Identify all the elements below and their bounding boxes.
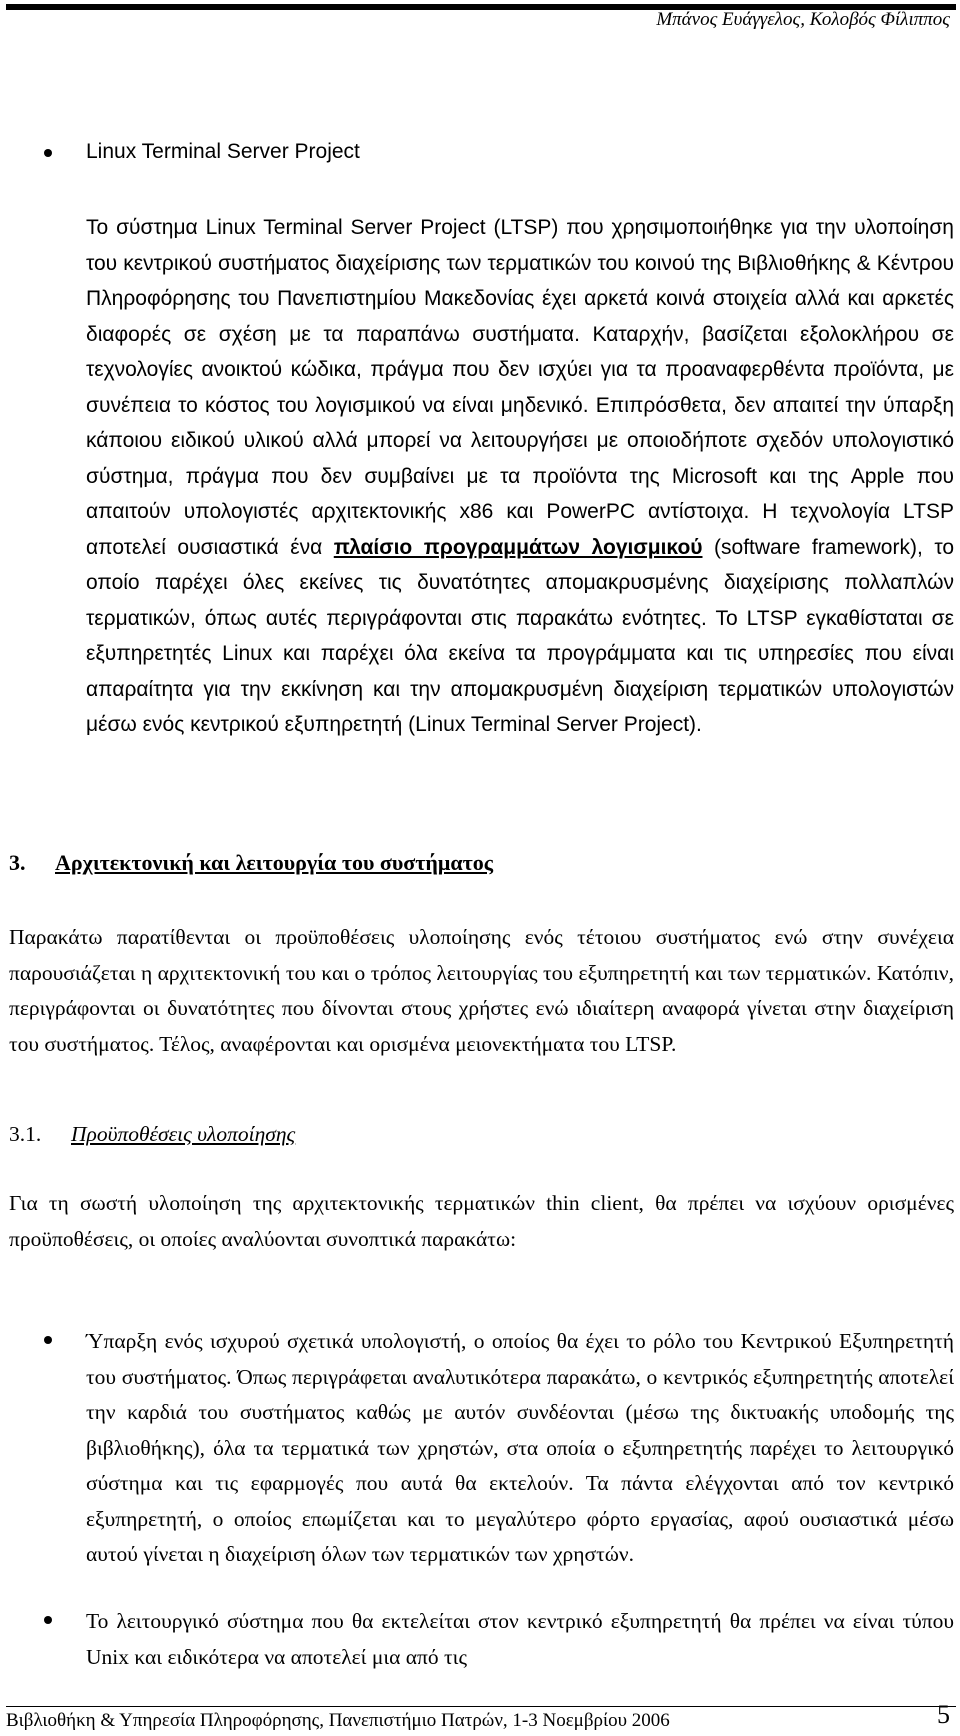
ltsp-paragraph-bold: πλαίσιο προγραμμάτων λογισμικού: [333, 535, 703, 559]
header-authors: Μπάνος Ευάγγελος, Κολοβός Φίλιππος: [656, 9, 950, 30]
ltsp-paragraph-part1: Το σύστημα Linux Terminal Server Project (LTSP) που χρησιμοποιήθηκε για την υλοποίηση του κεντρικού συστήματος διαχείρισης των τερματικών του κοινού της Βιβλιοθήκης & Κέντρου Πληροφόρησης του Πανεπιστημίου Μακεδονίας έχει αρκετά κοινά στοιχεία αλλά και αρκετές διαφορές σε σχέση με τα παραπάνω συστήματα. Καταρχήν, βασίζεται εξολοκλήρου σε τεχνολογίες ανοικτού κώδικα, πράγμα που δεν ισχύει για τα προαναφερθέντα προϊόντα, με συνέπεια το κόστος του λογισμικού να είναι μηδενικό. Επιπρόσθετα, δεν απαιτεί την ύπαρξη κάποιου ειδικού υλικού αλλά μπορεί να λειτουργήσει με οποιοδήποτε σχεδόν υπολογιστικό σύστημα, πράγμα που δεν συμβαίνει με τα προϊόντα της Microsoft και της Apple που απαιτούν υπολογιστές αρχιτεκτονικής x86 και PowerPC αντίστοιχα. Η τεχνολογία LTSP αποτελεί ουσιαστικά ένα: [86, 216, 954, 559]
ltsp-paragraph: [86, 210, 954, 743]
ltsp-paragraph-part2: (software framework), το οποίο παρέχει όλες εκείνες τις δυνατότητες απομακρυσμένης διαχείρισης πολλαπλών τερματικών, όπως αυτές περιγράφονται στις παρακάτω ενότητες. Το LTSP εγκαθίσταται σε εξυπηρετητές Linux και παρέχει όλα εκείνα τα προγράμματα και τις υπηρεσίες που είναι απαραίτητα για την εκκίνηση και την απομακρυσμένη διαχείριση τερματικών υπολογιστών μέσω ενός κεντρικού εξυπηρετητή (Linux Terminal Server Project).: [86, 535, 954, 736]
bullet-icon: [44, 1616, 52, 1624]
list-item-server: Ύπαρξη ενός ισχυρού σχετικά υπολογιστή, ο οποίος θα έχει το ρόλο του Κεντρικού Εξυπηρετητή του συστήματος. Όπως περιγράφεται αναλυτικότερα παρακάτω, ο κεντρικός εξυπηρετητής αποτελεί την καρδιά του συστήματος καθώς με αυτόν συνδέονται (μέσω της δικτυακής υποδομής της βιβλιοθήκης), όλα τα τερματικά των χρηστών, στα οποία ο εξυπηρετητής παρέχει το λειτουργικό σύστημα και τις εφαρμογές που αυτά θα εκτελούν. Τα πάντα ελέγχονται από τον κεντρικό εξυπηρετητή, ο οποίος επωμίζεται και το μεγαλύτερο φόρτο εργασίας, αφού ουσιαστικά μέσω αυτού γίνεται η διαχείριση όλων των τερματικών των χρηστών.: [86, 1329, 954, 1566]
bullet-icon: [44, 149, 52, 157]
bullet-icon: [44, 1336, 52, 1344]
list-item-os: Το λειτουργικό σύστημα που θα εκτελείται στον κεντρικό εξυπηρετητή θα πρέπει να είναι τύπου Unix και ειδικότερα να αποτελεί μια από τις: [86, 1609, 954, 1669]
section-3-1-title: Προϋποθέσεις υλοποίησης: [71, 1122, 296, 1146]
section-3-heading: [9, 850, 493, 876]
ltsp-item-title: Linux Terminal Server Project: [86, 140, 360, 163]
section-3-title: Αρχιτεκτονική και λειτουργία του συστήματος: [55, 850, 494, 875]
footer-text: Βιβλιοθήκη & Υπηρεσία Πληροφόρησης, Πανεπιστήμιο Πατρών, 1-3 Νοεμβρίου 2006: [6, 1710, 670, 1731]
section-3-1-number: 3.1.: [9, 1122, 42, 1146]
footer-rule: [6, 1706, 956, 1707]
section-3-paragraph: Παρακάτω παρατίθενται οι προϋποθέσεις υλοποίησης ενός τέτοιου συστήματος ενώ στην συνέχεια παρουσιάζεται η αρχιτεκτονική του και ο τρόπος λειτουργίας του εξυπηρετητή και των τερματικών. Κατόπιν, περιγράφονται οι δυνατότητες που δίνονται στους χρήστες ενώ ιδιαίτερη αναφορά γίνεται στην διαχείριση του συστήματος. Τέλος, αναφέρονται και ορισμένα μειονεκτήματα του LTSP.: [9, 925, 954, 1056]
section-3-number: 3.: [9, 850, 26, 875]
section-3-1-heading: [9, 1122, 295, 1147]
page-number: 5: [937, 1700, 950, 1729]
section-3-1-paragraph: Για τη σωστή υλοποίηση της αρχιτεκτονικής τερματικών thin client, θα πρέπει να ισχύουν ορισμένες προϋποθέσεις, οι οποίες αναλύονται συνοπτικά παρακάτω:: [9, 1191, 954, 1251]
